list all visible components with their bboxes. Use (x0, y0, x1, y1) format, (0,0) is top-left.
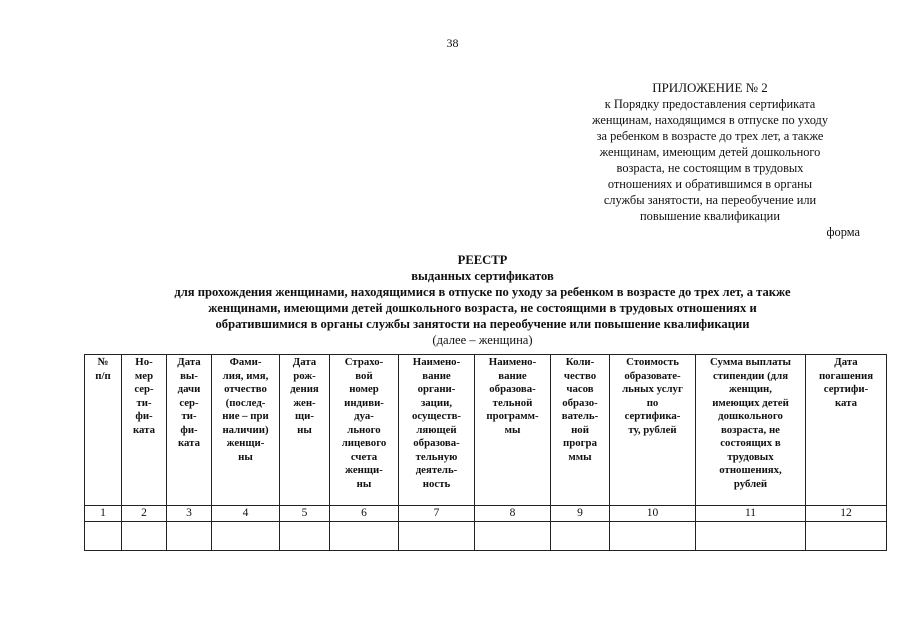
column-number-cell: 2 (122, 506, 167, 522)
empty-cell (475, 522, 551, 551)
column-number-cell: 5 (280, 506, 330, 522)
appendix-line: возраста, не состоящим в трудовых (616, 161, 804, 175)
header-cell: Дата погашения сертифи- ката (806, 355, 887, 506)
header-cell: Дата вы- дачи сер- ти- фи- ката (167, 355, 212, 506)
appendix-line: за ребенком в возрасте до трех лет, а также (596, 129, 824, 143)
header-cell: Страхо- вой номер индиви- дуа- льного лицевого счета женщи- ны (330, 355, 399, 506)
header-cell: Дата рож- дения жен- щи- ны (280, 355, 330, 506)
empty-cell (122, 522, 167, 551)
empty-cell (399, 522, 475, 551)
column-number-cell: 6 (330, 506, 399, 522)
column-number-cell: 10 (610, 506, 696, 522)
appendix-line: повышение квалификации (640, 209, 780, 223)
column-number-cell: 12 (806, 506, 887, 522)
empty-cell (330, 522, 399, 551)
empty-cell (212, 522, 280, 551)
heading-line: обратившимися в органы службы занятости на переобучение или повышение квалификации (215, 317, 750, 331)
empty-cell (167, 522, 212, 551)
header-cell: Стоимость образовате- льных услуг по сертифика- ту, рублей (610, 355, 696, 506)
empty-cell (280, 522, 330, 551)
appendix-title: ПРИЛОЖЕНИЕ № 2 (652, 80, 768, 95)
column-number-cell: 9 (551, 506, 610, 522)
header-cell: Наимено- вание образова- тельной программ- мы (475, 355, 551, 506)
appendix-line: женщинам, имеющим детей дошкольного (599, 145, 821, 159)
column-number-cell: 11 (696, 506, 806, 522)
heading-line: женщинами, имеющими детей дошкольного возраста, не состоящими в трудовых отношениях и (208, 301, 757, 315)
page-number: 38 (446, 36, 459, 50)
appendix-block (560, 80, 860, 240)
registry-title: РЕЕСТР (457, 253, 508, 267)
empty-cell (85, 522, 122, 551)
form-label: форма (826, 225, 860, 239)
column-number-cell: 1 (85, 506, 122, 522)
heading-note: (далее – женщина) (432, 333, 533, 347)
appendix-line: отношениях и обратившимся в органы (607, 177, 813, 191)
column-number-cell: 8 (475, 506, 551, 522)
header-cell: Коли- чество часов образо- ватель- ной програ ммы (551, 355, 610, 506)
header-cell: № п/п (85, 355, 122, 506)
appendix-line: к Порядку предоставления сертификата (604, 97, 816, 111)
header-cell: Наимено- вание органи- зации, осуществ- ляющей образова- тельную деятель- ность (399, 355, 475, 506)
table-header-row (85, 355, 887, 506)
header-cell: Фами- лия, имя, отчество (послед- ние – при наличии) женщи- ны (212, 355, 280, 506)
registry-heading (80, 252, 885, 348)
empty-cell (806, 522, 887, 551)
empty-cell (696, 522, 806, 551)
column-number-cell: 4 (212, 506, 280, 522)
heading-line: для прохождения женщинами, находящимися в отпуске по уходу за ребенком в возрасте до трех лет, а также (174, 285, 791, 299)
header-cell: Но- мер сер- ти- фи- ката (122, 355, 167, 506)
empty-data-row (85, 522, 887, 551)
registry-table (84, 354, 887, 551)
empty-cell (551, 522, 610, 551)
column-number-cell: 7 (399, 506, 475, 522)
empty-cell (610, 522, 696, 551)
heading-line: выданных сертификатов (411, 269, 554, 283)
header-cell: Сумма выплаты стипендии (для женщин, имеющих детей дошкольного возраста, не состоящих в трудовых отношениях, рублей (696, 355, 806, 506)
appendix-line: службы занятости, на переобучение или (603, 193, 817, 207)
appendix-line: женщинам, находящимся в отпуске по уходу (591, 113, 829, 127)
column-number-row (85, 506, 887, 522)
column-number-cell: 3 (167, 506, 212, 522)
